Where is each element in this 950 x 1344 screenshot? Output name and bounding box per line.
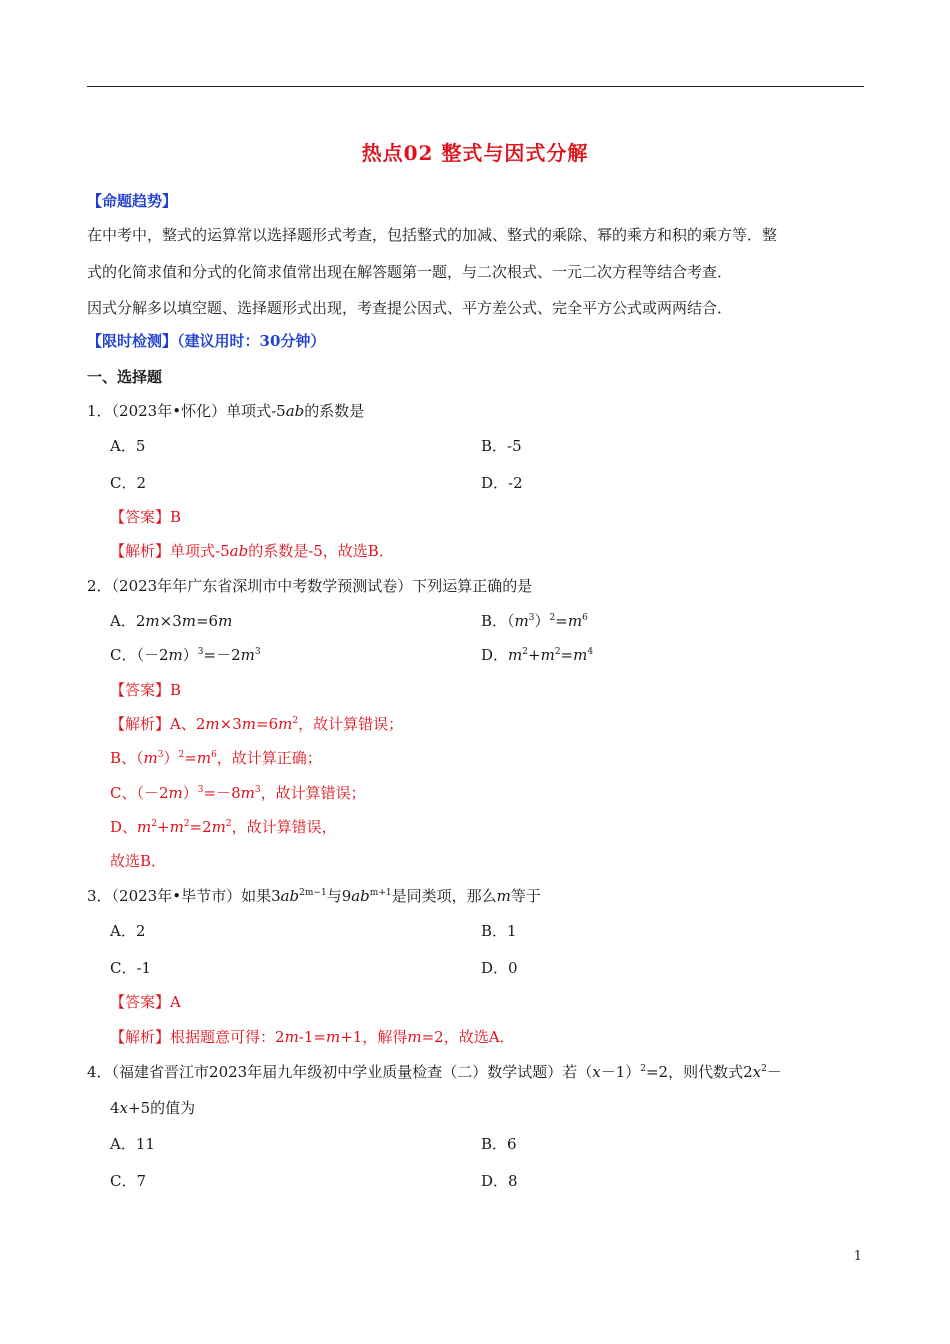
q1-explanation — [110, 541, 394, 561]
q2-option-c: C．$(-2m)^3=-2m^3$ — [110, 646, 261, 664]
q4-option-b: B．6 — [481, 1135, 517, 1153]
q3-option-a: A．2 — [110, 922, 146, 940]
q1-exp-label: 【解析】 — [110, 542, 171, 560]
question-4-stem-line1: 4．（福建省晋江市2023年届九年级初中学业质量检查（二）数学试题）若$(x-1)^2=2$，则代数式$2x^2-$ — [87, 1063, 782, 1081]
q3-answer: 【答案】A — [110, 993, 181, 1011]
q1-answer: 【答案】B — [110, 508, 182, 526]
q1-option-d: D．-2 — [481, 474, 523, 492]
header-rule — [87, 86, 864, 87]
trend-line-2: 式的化简求值和分式的化简求值常出现在解答题第一题，与二次根式、一元二次方程等结合考查． — [87, 263, 733, 281]
q2-explanation-c: C、$(-2m)^3=-8m^3$，故计算错误； — [110, 784, 366, 802]
q1-option-b: B．-5 — [481, 437, 522, 455]
page-number: 1 — [853, 1249, 862, 1264]
q2-option-a: A．2m×3m=6m — [110, 612, 233, 630]
q2-option-d: D．$m^2+m^2=m^4$ — [481, 646, 594, 664]
trend-line-3: 因式分解多以填空题、选择题形式出现，考查提公因式、平方差公式、完全平方公式或两两结合． — [87, 299, 733, 317]
trend-line-1: 在中考中，整式的运算常以选择题形式考查，包括整式的加减、整式的乘除、幂的乘方和积的乘方等．整 — [87, 226, 778, 244]
question-3-stem: 3．（2023年•毕节市）如果$3ab^{2m-1}$与$9ab^{m+1}$是同类项，那么m等于 — [87, 887, 541, 905]
q2-explanation-d: D、$m^2+m^2=2m^2$，故计算错误， — [110, 818, 337, 836]
q1-exp-a: 单项式-5 — [170, 542, 230, 560]
q2-explanation-a: 【解析】A、$2m\times 3m=6m^2$，故计算错误； — [110, 715, 404, 733]
trend-heading: 【命题趋势】 — [87, 192, 178, 210]
q3-option-d: D．0 — [481, 959, 518, 977]
q3-explanation: 【解析】根据题意可得：2m-1=m+1，解得m=2，故选A． — [110, 1028, 515, 1046]
test-heading — [87, 331, 325, 351]
q4-option-a: A．11 — [110, 1135, 155, 1153]
q1-exp-var: ab — [229, 542, 249, 560]
question-1-stem — [87, 401, 364, 421]
q2-conclusion: 故选B． — [110, 852, 167, 870]
question-2-stem: 2．（2023年年广东省深圳市中考数学预测试卷）下列运算正确的是 — [87, 577, 533, 595]
question-4-stem-line2: 4x+5的值为 — [110, 1099, 196, 1117]
q3-option-c: C．-1 — [110, 959, 152, 977]
q1-option-a: A．5 — [110, 437, 146, 455]
q2-explanation-b: B、$(m^3)^2=m^6$，故计算正确； — [110, 749, 322, 767]
q1-option-c: C．2 — [110, 474, 147, 492]
q1-exp-b: 的系数是-5，故选B． — [248, 542, 394, 560]
q1-var: ab — [285, 402, 305, 420]
q3-option-b: B．1 — [481, 922, 517, 940]
test-heading-label: 【限时检测】 — [87, 332, 178, 350]
section-heading: 一、选择题 — [87, 368, 163, 386]
test-time-hint: （建议用时：30分钟） — [177, 332, 326, 350]
q1-text-a: 1．（2023年•怀化）单项式-5 — [87, 402, 286, 420]
page-title: 热点02 整式与因式分解 — [361, 141, 589, 165]
q4-option-c: C．7 — [110, 1172, 147, 1190]
q2-answer: 【答案】B — [110, 681, 182, 699]
q1-text-b: 的系数是 — [304, 402, 365, 420]
q4-option-d: D．8 — [481, 1172, 518, 1190]
q2-option-b: B．$(m^3)^2=m^6$ — [481, 612, 588, 630]
